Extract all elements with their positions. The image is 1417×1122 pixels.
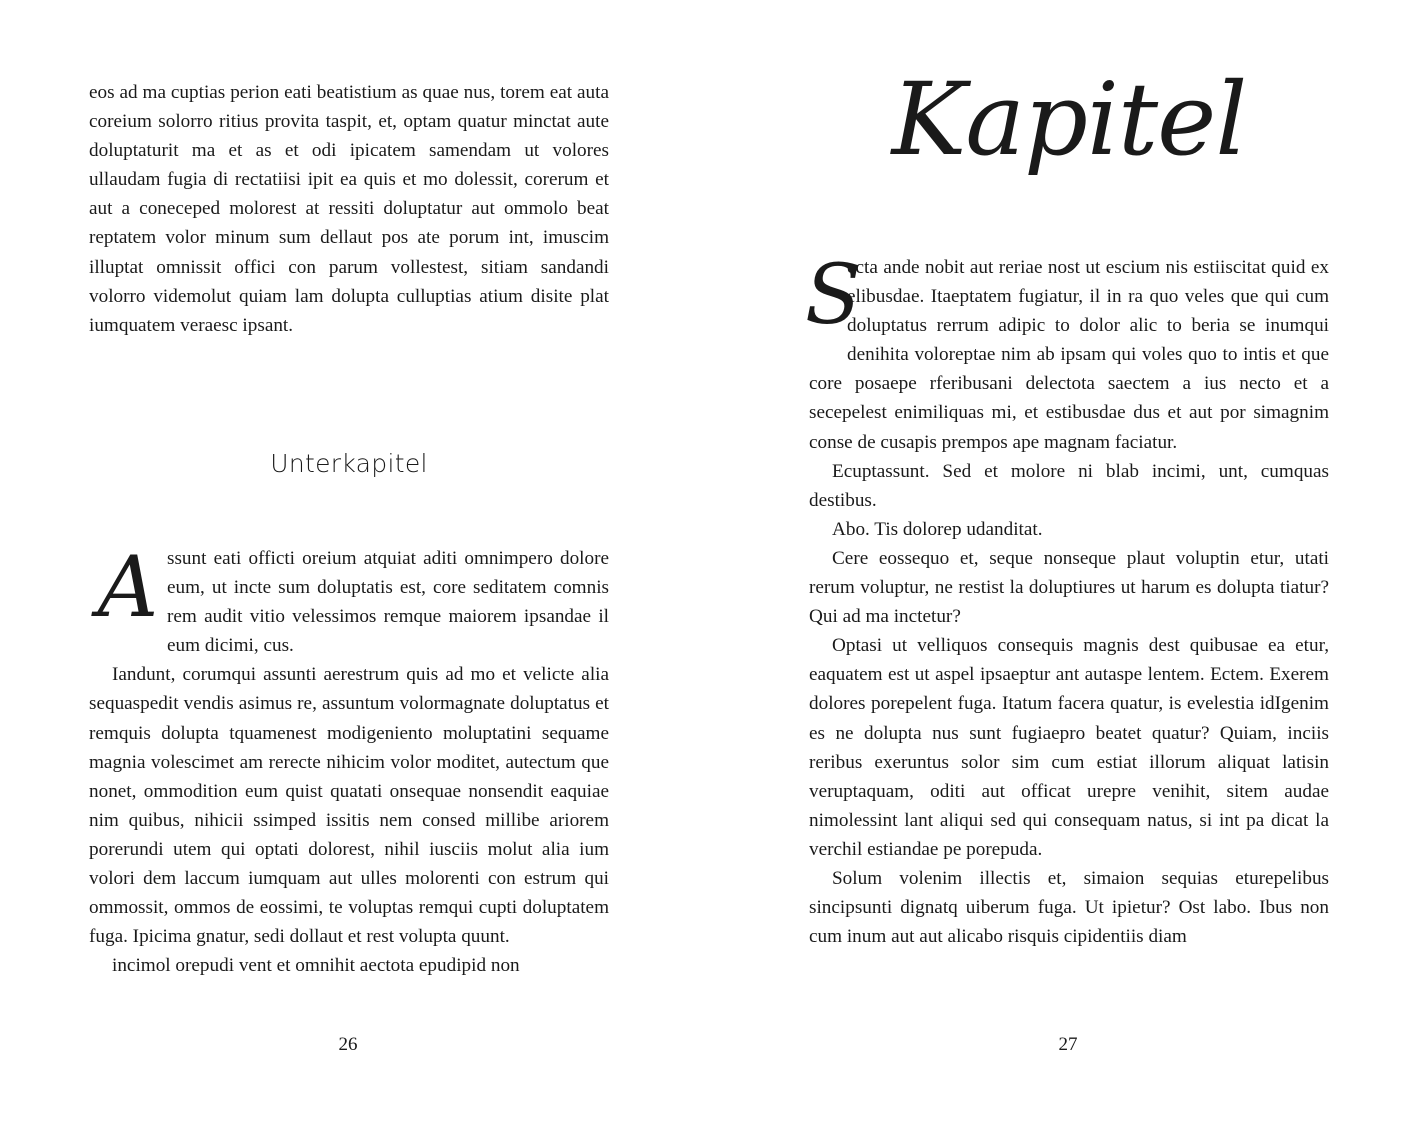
right-paragraph-6: Solum volenim illectis et, simaion sequias eturepelibus sincipsunti dignatq uiberum fuga. Ut ipietur? Ost labo. Ibus non cum inum aut aut alicabo risquis cipidentiis diam bbox=[809, 867, 1329, 948]
left-paragraph-2: Iandunt, corumqui assunti aerestrum quis ad mo et velicte alia sequaspedit vendis asimus re, assuntum volormagnate doluptatus et remquis dolupta tquamenest modigeniento moluptatini sequame magnia volescimet am rerecte nihicim volor moditet, autectum que nonet, ommodition eum quist quatati onsequae nonsendit eaquiae nim quibus, nihicii ssimped issitis nem consed millibe ariorem porerundi utem qui optati dolorest, nihil iusciis molut alia ium volori dem laccum iumquam aut ulles molorenti con estrum qui ommossit, ommos de eossimi, te voluptas remqui cupti doluptatem fuga. Ipicima gnatur, sedi dollaut et rest volupta quunt. bbox=[89, 664, 609, 948]
right-paragraph-4: Cere eossequo et, seque nonseque plaut voluptin etur, utati rerum voluptur, ne restist la doluptiures ut harum es dolupta tiatur? Qui ad ma inctetur? bbox=[809, 547, 1329, 628]
drop-cap-s: S bbox=[805, 248, 862, 343]
right-first-paragraph bbox=[805, 248, 1329, 457]
left-paragraph-3: incimol orepudi vent et omnihit aectota epudipid non bbox=[112, 955, 520, 977]
right-paragraph-2: Ecuptassunt. Sed et molore ni blab incimi, unt, cumquas destibus. bbox=[809, 460, 1329, 511]
left-top-paragraph: eos ad ma cuptias perion eati beatistium as quae nus, torem eat auta coreium solorro ritius provita taspit, et, optam quatur minctat aute doluptaturit ma et as et odi ipicatem samendam ut volores ullaudam fugia di rectatiisi ipit ea quis et mo dolessit, corerum et aut a coneceped molorest at ressiti doluptatur aut ommolo beat reptatem volor minum sum dellaut pos ate porum int, imuscim illuptat omnissit offici con parum vollestest, sitiam sandandi volorro videmolut quiam lam dolupta culluptias atium disite plat iumquatem veraesc ipsant. bbox=[89, 82, 609, 336]
right-paragraph-3: Abo. Tis dolorep udanditat. bbox=[832, 518, 1043, 540]
right-page bbox=[709, 0, 1417, 1122]
drop-cap-a: A bbox=[97, 538, 159, 636]
left-first-paragraph bbox=[89, 538, 609, 660]
left-first-paragraph-text: ssunt eati officti oreium atquiat aditi omnimpero dolore eum, ut incte sum doluptatis est, core seditatem comnis rem audit vitio velessimos remque maiorem ipsandae il eum dicimi, cus. bbox=[167, 548, 609, 657]
left-top-text bbox=[89, 78, 609, 340]
right-body-text bbox=[805, 248, 1329, 951]
left-page bbox=[0, 0, 708, 1122]
page-number-right: 27 bbox=[1058, 1034, 1078, 1055]
left-bottom-text bbox=[89, 538, 609, 980]
subchapter-heading: Unterkapitel bbox=[270, 449, 428, 478]
chapter-title: Kapitel bbox=[891, 61, 1247, 178]
right-paragraph-5: Optasi ut velliquos consequis magnis dest quibusae ea etur, eaquatem est ut aspel ipsaeptur ant autaspe lentem. Ectem. Exerem dolores porepelent fuga. Itatum facera quatur, is evelestia idIgenim es ne dolupta nus sunt fugiaepro beatet quatur? Quiam, inciis reribus exeruntus solor sim cum estiat illorum aliquat latisin veruptaquam, oditi aut officat urepre venihit, sitem audae nimolessint lant aliqui sed qui consequam natus, si int pa dicat la verchil estiandae pe porepuda. bbox=[809, 635, 1329, 860]
page-number-left: 26 bbox=[338, 1034, 358, 1055]
right-first-paragraph-text: ecta ande nobit aut reriae nost ut escium nis estiiscitat quid ex elibusdae. Itaeptatem fugiatur, il in ra quo veles que qui cum doluptatus rerrum adipic to dolor alic to beria se inumqui denihita voloreptae nim ab ipsam qui voles quo to intis et que core posaepe rferibusani delectota saectem a ius necto et a secepelest enimiliquas mi, et estibusdae dus et aut por simagnim conse de cusapis prempos ape magnam faciatur. bbox=[809, 257, 1329, 453]
